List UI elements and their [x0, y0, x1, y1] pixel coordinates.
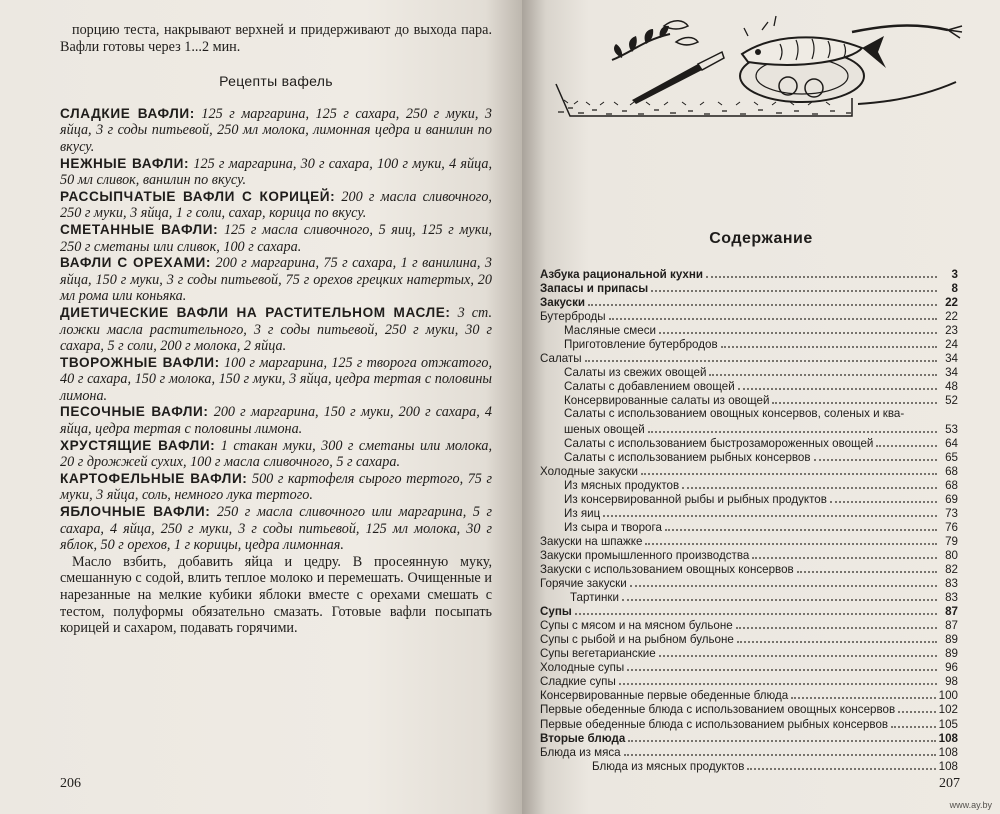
toc-entry	[540, 351, 958, 365]
toc-leader-dots	[891, 717, 936, 728]
toc-entry-page: 22	[945, 296, 958, 310]
toc-leader-dots	[624, 745, 936, 756]
page-number-left: 206	[60, 776, 81, 791]
toc-entry-page: 24	[945, 338, 958, 352]
toc-entry-label: Из консервированной рыбы и рыбных продуктов	[564, 492, 827, 506]
toc-entry-page: 80	[945, 548, 958, 562]
recipe-name: СЛАДКИЕ ВАФЛИ:	[60, 105, 195, 121]
recipe-item	[60, 438, 492, 471]
toc-leader-dots	[641, 464, 937, 475]
toc-entry-page: 69	[945, 492, 958, 506]
toc-leader-dots	[627, 660, 937, 671]
toc-entry-page: 73	[945, 506, 958, 520]
toc-leader-dots	[814, 450, 937, 461]
toc-leader-dots	[659, 646, 937, 657]
toc-leader-dots	[648, 422, 937, 433]
right-page	[522, 0, 1000, 814]
toc-entry-label: Салаты с использованием рыбных консервов	[564, 450, 811, 464]
toc-entry	[540, 660, 958, 674]
toc-entry	[540, 590, 958, 604]
toc-entry-label: Закуски с использованием овощных консервов	[540, 562, 794, 576]
toc-entry	[540, 281, 958, 295]
recipe-item	[60, 305, 492, 355]
section-title: Рецепты вафель	[219, 73, 333, 90]
toc-entry	[540, 548, 958, 562]
toc-entry	[540, 267, 958, 281]
toc-leader-dots	[588, 295, 937, 306]
toc-entry-page: 3	[951, 268, 958, 281]
toc-entry-label: Консервированные первые обеденные блюда	[540, 689, 789, 703]
toc-entry	[540, 618, 958, 632]
fish-dish-illustration-icon	[552, 12, 982, 120]
toc-leader-dots	[736, 618, 937, 629]
toc-entry-page: 89	[945, 633, 958, 647]
toc-leader-dots	[830, 492, 937, 503]
toc-entry-label: Блюда из мяса	[540, 745, 621, 759]
toc-leader-dots	[630, 576, 937, 587]
watermark: www.ay.by	[949, 800, 992, 810]
toc-leader-dots	[665, 520, 937, 531]
toc-leader-dots	[622, 590, 937, 601]
recipe-name: ДИЕТИЧЕСКИЕ ВАФЛИ НА РАСТИТЕЛЬНОМ МАСЛЕ:	[60, 304, 451, 320]
toc-entry-page: 83	[945, 577, 958, 591]
toc-entry	[540, 646, 958, 660]
toc-leader-dots	[797, 562, 937, 573]
toc-entry-page: 64	[945, 436, 958, 450]
toc-entry-label: Холодные закуски	[540, 464, 639, 478]
toc-entry-label: Супы с рыбой и на рыбном бульоне	[540, 633, 734, 647]
toc-entry-page: 98	[945, 675, 958, 689]
toc-entry-page: 68	[945, 478, 958, 492]
left-page-text	[60, 22, 492, 637]
toc-entry-page: 108	[938, 745, 958, 759]
toc-entry	[540, 309, 958, 323]
toc-entry	[540, 337, 958, 351]
toc-entry	[540, 534, 958, 548]
toc-entry	[540, 323, 958, 337]
recipe-item	[60, 471, 492, 504]
toc-entry	[540, 422, 958, 436]
toc-leader-dots	[876, 436, 937, 447]
recipe-name: КАРТОФЕЛЬНЫЕ ВАФЛИ:	[60, 470, 248, 486]
toc-leader-dots	[791, 688, 936, 699]
recipe-name: НЕЖНЫЕ ВАФЛИ:	[60, 155, 190, 171]
toc-entry	[540, 745, 958, 759]
recipe-ingredients: 200 г маргарина, 150 г муки, 200 г сахара, 4 яйца, цедра тертая с половины лимона.	[60, 404, 492, 438]
toc-entry-label: Приготовление бутербродов	[564, 338, 718, 352]
toc-entry-label: Из сыра и творога	[564, 520, 662, 534]
toc-entry-label: Тартинки	[570, 591, 619, 605]
toc-leader-dots	[747, 759, 935, 770]
toc-entry	[540, 464, 958, 478]
toc-entry-page: 83	[945, 591, 958, 605]
recipe-item	[60, 156, 492, 189]
toc-leader-dots	[706, 267, 937, 278]
toc-entry	[540, 604, 958, 618]
toc-entry-page: 23	[945, 324, 958, 338]
toc-leader-dots	[898, 702, 936, 713]
toc-entry-page: 96	[945, 661, 958, 675]
toc-leader-dots	[575, 604, 937, 615]
toc-leader-dots	[737, 632, 937, 643]
recipe-ingredients: 125 г маргарина, 125 г сахара, 250 г муки, 3 яйца, 3 г соды питьевой, 250 мл молока, лимонная цедра и ванилин по вкусу.	[60, 105, 492, 155]
toc-entry-page: 76	[945, 520, 958, 534]
recipe-item	[60, 255, 492, 305]
toc-entry-label: шеных овощей	[564, 422, 645, 436]
toc-entry-page: 87	[945, 605, 958, 619]
toc-entry-label: Супы с мясом и на мясном бульоне	[540, 619, 733, 633]
toc-entry-label: Вторые блюда	[540, 731, 626, 745]
recipe-name: ПЕСОЧНЫЕ ВАФЛИ:	[60, 404, 209, 420]
toc-entry-label: Запасы и припасы	[540, 282, 649, 296]
recipe-item	[60, 106, 492, 156]
toc-entry-label: Сладкие супы	[540, 675, 616, 689]
toc-leader-dots	[659, 323, 937, 334]
toc-entry-page: 34	[945, 352, 958, 366]
recipe-ingredients: 200 г маргарина, 75 г сахара, 1 г ванилина, 3 яйца, 150 г муки, 3 г соды питьевой, 75 г орехов грецких натертых, 20 мл рома или коньяка.	[60, 255, 492, 305]
recipe-item	[60, 404, 492, 437]
toc-entry-label: Блюда из мясных продуктов	[592, 759, 745, 773]
toc-entry-page: 87	[945, 619, 958, 633]
toc-entry	[540, 759, 958, 773]
recipe-ingredients: 1 стакан муки, 300 г сметаны или молока, 20 г дрожжей сухих, 100 г масла сливочного, 5 г сахара.	[60, 437, 492, 471]
toc-entry-page: 100	[938, 689, 958, 703]
recipe-ingredients: 125 г маргарина, 30 г сахара, 100 г муки, 4 яйца, 50 мл сливок, ванилин по вкусу.	[60, 155, 492, 189]
toc-entry-label: Салаты	[540, 352, 582, 366]
toc-entry-page: 8	[951, 282, 958, 296]
recipe-list	[60, 106, 492, 554]
toc-entry	[540, 632, 958, 646]
toc-entry-page: 48	[945, 380, 958, 394]
recipe-name: ХРУСТЯЩИЕ ВАФЛИ:	[60, 437, 216, 453]
toc-entry	[540, 365, 958, 379]
toc-entry-page: 108	[938, 759, 958, 773]
recipe-item	[60, 189, 492, 222]
toc-leader-dots	[738, 379, 937, 390]
toc-entry-page: 82	[945, 562, 958, 576]
page-number-right: 207	[939, 776, 960, 791]
toc-entry-label: Азбука рациональной кухни	[540, 268, 703, 281]
toc-entry-label: Первые обеденные блюда с использованием рыбных консервов	[540, 717, 889, 731]
toc-entry-label: Консервированные салаты из овощей	[564, 394, 770, 408]
toc-leader-dots	[721, 337, 937, 348]
toc-entry-label: Супы вегетарианские	[540, 647, 656, 661]
toc-entry	[540, 379, 958, 393]
toc-title: Содержание	[709, 230, 813, 247]
toc-leader-dots	[651, 281, 937, 292]
recipe-ingredients: 125 г масла сливочного, 5 яиц, 125 г муки, 250 г сметаны или сливок, 100 г сахара.	[60, 221, 492, 255]
toc-entry-page: 102	[938, 703, 958, 717]
toc-entry	[540, 520, 958, 534]
toc-entry-label: Супы	[540, 605, 572, 619]
toc-entry-label: Закуски	[540, 296, 586, 310]
toc-entry	[540, 478, 958, 492]
toc-leader-dots	[709, 365, 937, 376]
toc-leader-dots	[682, 478, 937, 489]
table-of-contents	[540, 267, 958, 773]
recipe-name: ЯБЛОЧНЫЕ ВАФЛИ:	[60, 504, 211, 520]
toc-entry	[540, 407, 958, 421]
toc-entry-label: Горячие закуски	[540, 577, 627, 591]
toc-entry-page: 53	[945, 422, 958, 436]
toc-entry-label: Салаты с использованием овощных консервов, соленых и ква-	[564, 407, 905, 421]
toc-entry	[540, 562, 958, 576]
toc-entry-label: Салаты из свежих овощей	[564, 366, 707, 380]
intro-paragraph: порцию теста, накрывают верхней и придерживают до выхода пара. Вафли готовы через 1...2 мин.	[60, 22, 492, 55]
toc-entry-page: 34	[945, 366, 958, 380]
recipe-ingredients: 250 г масла сливочного или маргарина, 5 г сахара, 4 яйца, 250 г муки, 3 г соды питьевой, 125 мл молока, 30 г яблок, 50 г орехов, 1 г корицы, цедра лимонная.	[60, 504, 492, 554]
toc-entry-label: Салаты с использованием быстрозамороженных овощей	[564, 436, 874, 450]
recipe-item	[60, 355, 492, 405]
toc-entry-page: 108	[938, 731, 958, 745]
toc-leader-dots	[645, 534, 937, 545]
recipe-ingredients: 200 г масла сливочного, 250 г муки, 3 яйца, 1 г соли, сахар, корица по вкусу.	[60, 188, 492, 222]
recipe-ingredients: 100 г маргарина, 125 г творога отжатого, 40 г сахара, 150 г молока, 150 г муки, 3 яйца, цедра тертая с половины лимона.	[60, 354, 492, 404]
toc-entry-page: 65	[945, 450, 958, 464]
toc-entry	[540, 576, 958, 590]
recipe-item	[60, 222, 492, 255]
recipe-name: РАССЫПЧАТЫЕ ВАФЛИ С КОРИЦЕЙ:	[60, 188, 336, 204]
toc-entry	[540, 717, 958, 731]
toc-leader-dots	[772, 393, 937, 404]
toc-entry-page: 22	[945, 310, 958, 324]
recipe-name: ВАФЛИ С ОРЕХАМИ:	[60, 255, 212, 271]
recipe-ingredients: 3 ст. ложки масла растительного, 3 г соды питьевой, 250 г муки, 30 г сахара, 5 г соли, 200 г молока, 2 яйца.	[60, 304, 492, 355]
toc-entry-label: Масляные смеси	[564, 324, 656, 338]
toc-entry	[540, 731, 958, 745]
recipe-item	[60, 504, 492, 554]
recipe-ingredients: 500 г картофеля сырого тертого, 75 г муки, 3 яйца, соль, немного лука тертого.	[60, 470, 492, 504]
toc-entry-label: Из яиц	[564, 506, 601, 520]
toc-entry	[540, 492, 958, 506]
toc-entry-label: Бутерброды	[540, 310, 606, 324]
toc-entry-page: 52	[945, 394, 958, 408]
toc-leader-dots	[609, 309, 937, 320]
toc-entry-page: 105	[938, 717, 958, 731]
toc-leader-dots	[619, 674, 937, 685]
recipe-name: ТВОРОЖНЫЕ ВАФЛИ:	[60, 354, 220, 370]
toc-entry-label: Первые обеденные блюда с использованием овощных консервов	[540, 703, 896, 717]
toc-entry	[540, 674, 958, 688]
toc-entry-label: Салаты с добавлением овощей	[564, 380, 735, 394]
toc-leader-dots	[585, 351, 937, 362]
toc-entry-page: 89	[945, 647, 958, 661]
toc-entry	[540, 702, 958, 716]
toc-entry	[540, 295, 958, 309]
toc-entry-page: 79	[945, 534, 958, 548]
toc-leader-dots	[752, 548, 937, 559]
toc-entry-page: 68	[945, 464, 958, 478]
recipe-name: СМЕТАННЫЕ ВАФЛИ:	[60, 221, 219, 237]
toc-entry	[540, 393, 958, 407]
toc-leader-dots	[628, 731, 935, 742]
toc-entry-label: Закуски промышленного производства	[540, 548, 750, 562]
toc-leader-dots	[603, 506, 937, 517]
toc-entry	[540, 450, 958, 464]
toc-entry	[540, 688, 958, 702]
method-paragraph: Масло взбить, добавить яйца и цедру. В просеянную муку, смешанную с содой, влить теплое молоко и перемешать. Очищенные и нарезанные на мелкие кубики яблоки вместе с орехами смешать с тестом, полуформы обязательно смазать. Готовые вафли посыпать корицей и сахаром, подавать горячими.	[60, 553, 492, 637]
toc-entry-label: Холодные супы	[540, 661, 625, 675]
toc-entry-label: Из мясных продуктов	[564, 478, 680, 492]
toc-entry	[540, 436, 958, 450]
toc-entry	[540, 506, 958, 520]
toc-entry-label: Закуски на шпажке	[540, 534, 643, 548]
